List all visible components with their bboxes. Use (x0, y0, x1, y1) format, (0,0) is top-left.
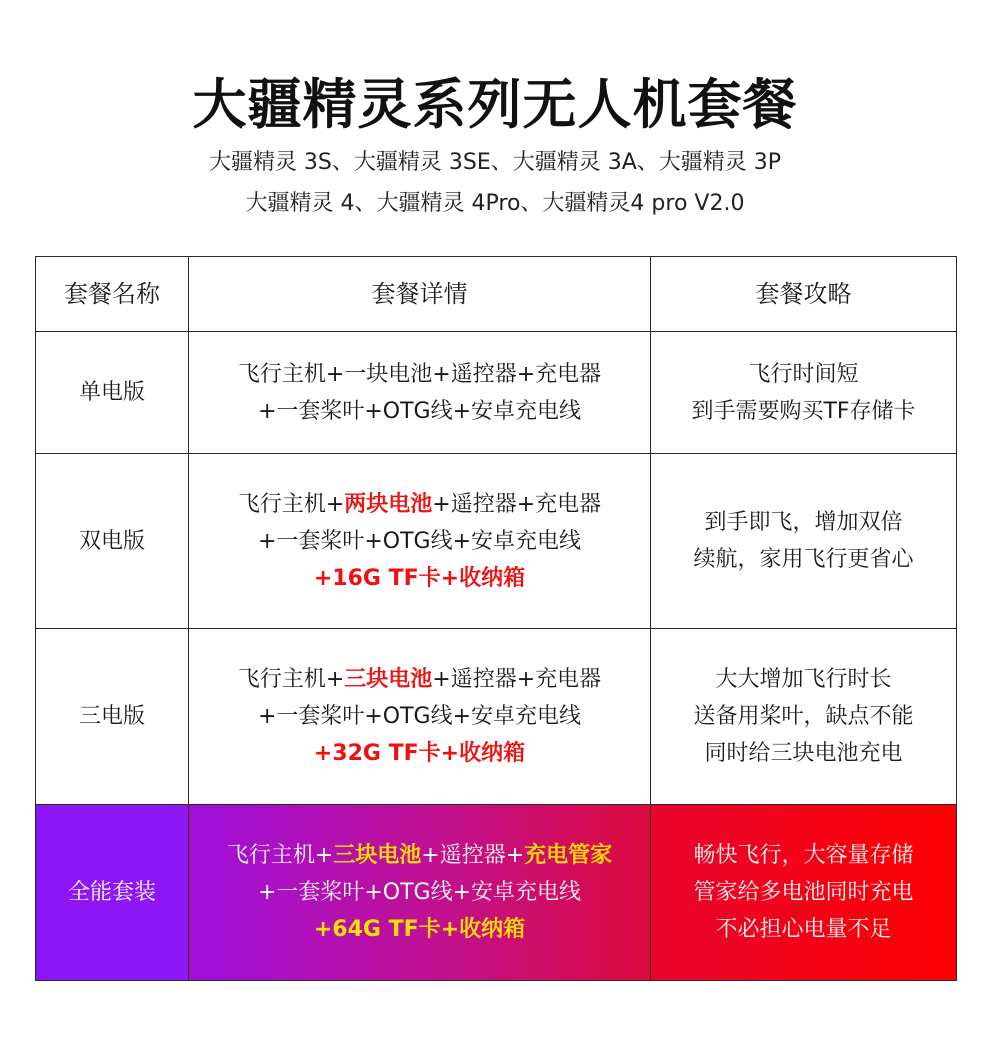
header-package-name: 套餐名称 (36, 257, 189, 332)
package-table (35, 256, 957, 981)
detail-text: 飞行主机+ (237, 491, 345, 517)
header-package-tips: 套餐攻略 (651, 257, 957, 332)
table-row-all-in-one (36, 805, 957, 981)
package-tips (651, 332, 957, 454)
detail-line-3-highlight: +32G TF卡+收纳箱 (313, 741, 526, 766)
page-title: 大疆精灵系列无人机套餐 (192, 73, 798, 136)
detail-text: +遥控器+ (421, 843, 525, 868)
package-name: 全能套装 (36, 805, 189, 981)
models-line-2: 大疆精灵 4、大疆精灵 4Pro、大疆精灵4 pro V2.0 (245, 191, 745, 216)
tip-line: 不必担心电量不足 (715, 917, 892, 942)
models-line-1: 大疆精灵 3S、大疆精灵 3SE、大疆精灵 3A、大疆精灵 3P (208, 150, 782, 175)
tip-line: 管家给多电池同时充电 (693, 880, 914, 905)
detail-line-2: +一套桨叶+OTG线+安卓充电线 (257, 528, 582, 554)
package-name: 三电版 (36, 629, 189, 805)
package-name: 单电版 (36, 332, 189, 454)
highlight-battery: 三块电池 (333, 843, 422, 868)
table-row-single-battery (36, 332, 957, 454)
package-detail (189, 332, 651, 454)
highlight-charging-hub: 充电管家 (524, 843, 613, 868)
detail-line-2: +一套桨叶+OTG线+安卓充电线 (257, 704, 582, 729)
detail-line-1 (189, 486, 650, 523)
highlight-battery: 两块电池 (344, 491, 433, 517)
tip-line: 到手需要购买TF存储卡 (691, 398, 916, 424)
package-detail (189, 629, 651, 805)
package-detail (189, 454, 651, 629)
tip-line: 大大增加飞行时长 (715, 667, 892, 692)
package-name: 双电版 (36, 454, 189, 629)
table-header-row (36, 257, 957, 332)
tip-line: 畅快飞行，大容量存储 (693, 843, 914, 868)
detail-line-3-highlight: +64G TF卡+收纳箱 (313, 917, 526, 942)
tip-line: 同时给三块电池充电 (704, 741, 903, 766)
detail-text: +遥控器+充电器 (432, 491, 602, 517)
package-tips (651, 629, 957, 805)
tip-line: 到手即飞，增加双倍 (704, 510, 903, 535)
header-package-detail: 套餐详情 (189, 257, 651, 332)
package-tips (651, 805, 957, 981)
package-tips (651, 454, 957, 629)
tip-line: 续航，家用飞行更省心 (693, 547, 914, 572)
tip-line: 送备用桨叶，缺点不能 (693, 704, 914, 729)
detail-line-1 (189, 661, 650, 698)
table-row-double-battery (36, 454, 957, 629)
detail-line-1 (189, 837, 650, 874)
detail-line-2: +一套桨叶+OTG线+安卓充电线 (257, 880, 582, 905)
detail-text: 飞行主机+ (226, 843, 334, 868)
tip-line: 飞行时间短 (748, 361, 859, 387)
detail-text: +遥控器+充电器 (432, 667, 602, 692)
detail-text: 飞行主机+ (237, 667, 345, 692)
highlight-battery: 三块电池 (344, 667, 433, 692)
detail-line-2: +一套桨叶+OTG线+安卓充电线 (257, 398, 582, 424)
table-row-triple-battery (36, 629, 957, 805)
detail-line-3-highlight: +16G TF卡+收纳箱 (313, 565, 526, 591)
detail-line-1: 飞行主机+一块电池+遥控器+充电器 (237, 361, 602, 387)
package-detail (189, 805, 651, 981)
